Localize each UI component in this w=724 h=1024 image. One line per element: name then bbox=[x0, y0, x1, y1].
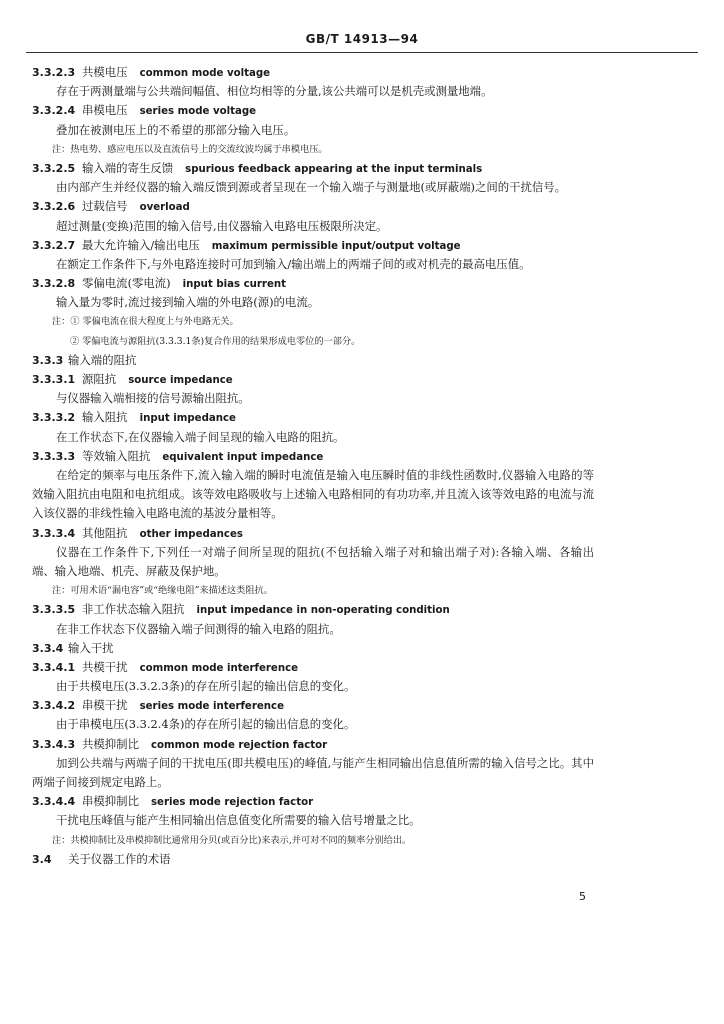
term-chinese: 串模抑制比 bbox=[82, 794, 139, 809]
term-heading bbox=[32, 159, 594, 178]
section-heading bbox=[32, 639, 594, 658]
term-chinese: 共模抑制比 bbox=[82, 736, 139, 751]
clause-number: 3.3.4.1 bbox=[32, 660, 76, 674]
term-heading bbox=[32, 696, 594, 715]
term-chinese: 过载信号 bbox=[82, 199, 128, 214]
definition-text: 输入量为零时,流过接到输入端的外电路(源)的电流。 bbox=[56, 295, 320, 310]
document-header: GB/T 14913—94 bbox=[305, 32, 419, 46]
section-title: 关于仪器工作的术语 bbox=[68, 851, 171, 866]
definition-text: 在工作状态下,在仪器输入端子间呈现的输入电路的阻抗。 bbox=[56, 429, 345, 444]
clause-number: 3.3.2.7 bbox=[32, 238, 76, 252]
header-rule bbox=[26, 52, 698, 53]
term-heading bbox=[32, 197, 594, 216]
term-english: equivalent input impedance bbox=[162, 451, 324, 463]
definition-text: 超过测量(变换)范围的输入信号,由仪器输入电路电压极限所决定。 bbox=[56, 218, 388, 233]
term-chinese: 非工作状态输入阻抗 bbox=[82, 602, 185, 617]
term-english: source impedance bbox=[128, 375, 233, 387]
note-text: 注：① 零偏电流在很大程度上与外电路无关。 bbox=[52, 316, 239, 328]
section-heading bbox=[32, 850, 594, 869]
term-chinese: 最大允许输入/输出电压 bbox=[82, 237, 200, 252]
clause-number: 3.3.4.2 bbox=[32, 699, 76, 713]
term-chinese: 串模电压 bbox=[82, 103, 128, 118]
term-heading bbox=[32, 735, 594, 754]
term-english: spurious feedback appearing at the input terminals bbox=[185, 163, 483, 175]
term-chinese: 等效输入阻抗 bbox=[82, 448, 151, 463]
definition-text: 由于共模电压(3.3.2.3条)的存在所引起的输出信息的变化。 bbox=[56, 679, 356, 694]
term-english: other impedances bbox=[139, 528, 243, 540]
term-heading bbox=[32, 63, 594, 82]
term-chinese: 零偏电流(零电流) bbox=[82, 276, 171, 291]
section-number: 3.4 bbox=[32, 852, 52, 866]
definition-paragraph: 加到公共端与两端子间的干扰电压(即共模电压)的峰值,与能产生相同输出信息值所需的输入信号之比。其中两端子间接到规定电路上。 bbox=[32, 755, 594, 790]
term-english: input impedance in non-operating condition bbox=[196, 605, 450, 617]
note-text: 注：热电势、感应电压以及直流信号上的交流纹波均属于串模电压。 bbox=[52, 143, 328, 155]
term-english: series mode rejection factor bbox=[150, 797, 314, 809]
clause-number: 3.3.4.4 bbox=[32, 795, 76, 809]
clause-number: 3.3.3.2 bbox=[32, 411, 76, 425]
definition-paragraph: 在给定的频率与电压条件下,流入输入端的瞬时电流值是输入电压瞬时值的非线性函数时,仪器输入电路的等效输入阻抗由电阻和电抗组成。该等效电路吸收与上述输入电路相同的有功功率,并且流入该等效电路的电流与流入该仪器的非线性输入电路电流的基波分量相等。 bbox=[32, 467, 594, 521]
clause-number: 3.3.2.3 bbox=[32, 66, 76, 79]
term-heading bbox=[32, 408, 594, 427]
document-body bbox=[32, 63, 594, 869]
note-text: 注：可用术语“漏电容”或“绝缘电阻”来描述这类阻抗。 bbox=[52, 585, 273, 597]
term-heading bbox=[32, 658, 594, 677]
term-chinese: 源阻抗 bbox=[82, 372, 117, 387]
section-number: 3.3.3 bbox=[32, 353, 64, 367]
term-heading bbox=[32, 370, 594, 389]
clause-number: 3.3.3.3 bbox=[32, 449, 76, 463]
definition-paragraph: 由内部产生并经仪器的输入端反馈到源或者呈现在一个输入端子与测量地(或屏蔽端)之间的干扰信号。 bbox=[56, 180, 567, 195]
term-chinese: 串模干扰 bbox=[82, 698, 128, 713]
term-english: common mode interference bbox=[139, 662, 299, 674]
section-heading bbox=[32, 351, 594, 370]
page-number: 5 bbox=[579, 890, 586, 903]
clause-number: 3.3.2.8 bbox=[32, 277, 76, 291]
term-chinese: 输入阻抗 bbox=[82, 410, 128, 425]
clause-number: 3.3.3.4 bbox=[32, 526, 76, 540]
term-heading bbox=[32, 101, 594, 120]
definition-text: 与仪器输入端相接的信号源输出阻抗。 bbox=[56, 391, 250, 406]
clause-number: 3.3.4.3 bbox=[32, 737, 76, 751]
term-heading bbox=[32, 792, 594, 811]
term-chinese: 其他阻抗 bbox=[82, 525, 128, 540]
term-heading bbox=[32, 236, 594, 255]
clause-number: 3.3.2.4 bbox=[32, 104, 76, 118]
definition-paragraph: 仪器在工作条件下,下列任一对端子间所呈现的阻抗(不包括输入端子对和输出端子对):各输入端、各输出端、输入地端、机壳、屏蔽及保护地。 bbox=[32, 544, 594, 578]
section-title: 输入端的阻抗 bbox=[68, 352, 137, 367]
term-english: series mode voltage bbox=[139, 106, 257, 118]
definition-text: 叠加在被测电压上的不希望的那部分输入电压。 bbox=[56, 122, 296, 137]
clause-number: 3.3.3.5 bbox=[32, 603, 76, 617]
term-english: series mode interference bbox=[139, 701, 284, 713]
term-heading bbox=[32, 274, 594, 293]
section-number: 3.3.4 bbox=[32, 641, 64, 655]
term-chinese: 共模电压 bbox=[82, 65, 128, 79]
definition-text: 在额定工作条件下,与外电路连接时可加到输入/输出端上的两端子间的或对机壳的最高电压值。 bbox=[56, 256, 531, 271]
clause-number: 3.3.2.6 bbox=[32, 200, 76, 214]
definition-text: 干扰电压峰值与能产生相同输出信息值变化所需要的输入信号增量之比。 bbox=[56, 813, 421, 828]
term-english: input impedance bbox=[139, 413, 236, 425]
clause-number: 3.3.2.5 bbox=[32, 161, 76, 175]
note-text: ② 零偏电流与源阻抗(3.3.3.1条)复合作用的结果形成电零位的一部分。 bbox=[70, 335, 361, 347]
term-english: overload bbox=[139, 202, 190, 214]
term-chinese: 共模干扰 bbox=[82, 659, 128, 674]
term-english: maximum permissible input/output voltage bbox=[211, 240, 461, 252]
definition-text: 存在于两测量端与公共端间幅值、相位均相等的分量,该公共端可以是机壳或测量地端。 bbox=[56, 84, 493, 99]
clause-number: 3.3.3.1 bbox=[32, 373, 76, 387]
term-heading bbox=[32, 524, 594, 543]
definition-text: 在非工作状态下仪器输入端子间测得的输入电路的阻抗。 bbox=[56, 621, 341, 636]
term-english: common mode rejection factor bbox=[150, 739, 328, 751]
term-english: common mode voltage bbox=[139, 68, 271, 79]
section-title: 输入干扰 bbox=[68, 640, 114, 655]
note-text: 注：共模抑制比及串模抑制比通常用分贝(或百分比)来表示,并可对不同的频率分别给出。 bbox=[52, 834, 412, 846]
definition-text: 由于串模电压(3.3.2.4条)的存在所引起的输出信息的变化。 bbox=[56, 717, 356, 732]
term-heading bbox=[32, 447, 594, 466]
term-heading bbox=[32, 600, 594, 619]
term-english: input bias current bbox=[182, 279, 286, 291]
term-chinese: 输入端的寄生反馈 bbox=[82, 160, 174, 175]
